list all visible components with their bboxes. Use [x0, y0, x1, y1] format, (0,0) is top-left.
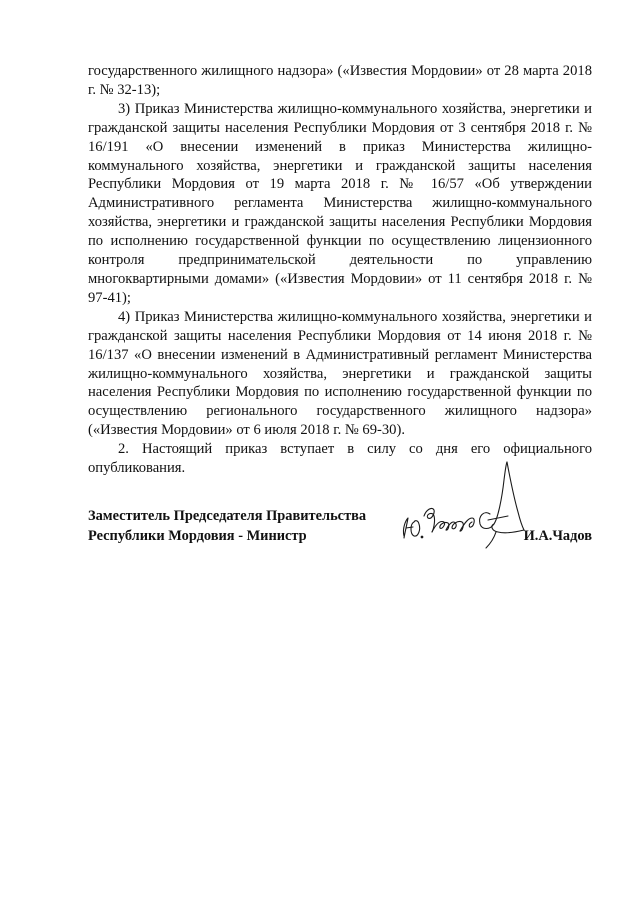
signatory-title-line-2: Республики Мордовия - Министр [88, 528, 307, 544]
signatory-title-line-1: Заместитель Председателя Правительства [88, 508, 367, 524]
document-body [88, 62, 592, 478]
handwritten-signature [398, 458, 528, 558]
paragraph-continuation: государственного жилищного надзора» («Известия Мордовии» от 28 марта 2018 г. № 32-13); [88, 63, 592, 98]
paragraph-effective-date: 2. Настоящий приказ вступает в силу со дня его официального опубликования. [88, 441, 592, 477]
paragraph-item-3: 3) Приказ Министерства жилищно-коммунального хозяйства, энергетики и гражданской защиты населения Республики Мордовия от 3 сентября 2018 г. № 16/191 «О внесении изменений в приказ Министерства жилищно-коммунального хозяйства, энергетики и гражданской защиты населения Республики Мордовия от 19 марта 2018 г. № 16/57 «Об утверждении Административного регламента Министерства жилищно-коммунального хозяйства, энергетики и гражданской защиты населения Республики Мордовия по исполнению государственной функции по осуществлению лицензионного контроля предпринимательской деятельности по управлению многоквартирными домами» («Известия Мордовии» от 11 сентября 2018 г. № 97-41); [88, 100, 592, 306]
signatory-name: И.А.Чадов [523, 528, 592, 544]
paragraph-item-4: 4) Приказ Министерства жилищно-коммунального хозяйства, энергетики и гражданской защиты населения Республики Мордовия от 14 июня 2018 г. № 16/137 «О внесении изменений в Административный регламент Министерства жилищно-коммунального хозяйства, энергетики и гражданской защиты населения Республики Мордовия по исполнению государственной функции по осуществлению регионального государственного жилищного надзора» («Известия Мордовии» от 6 июля 2018 г. № 69-30). [88, 308, 592, 439]
signatory-title [88, 506, 398, 546]
